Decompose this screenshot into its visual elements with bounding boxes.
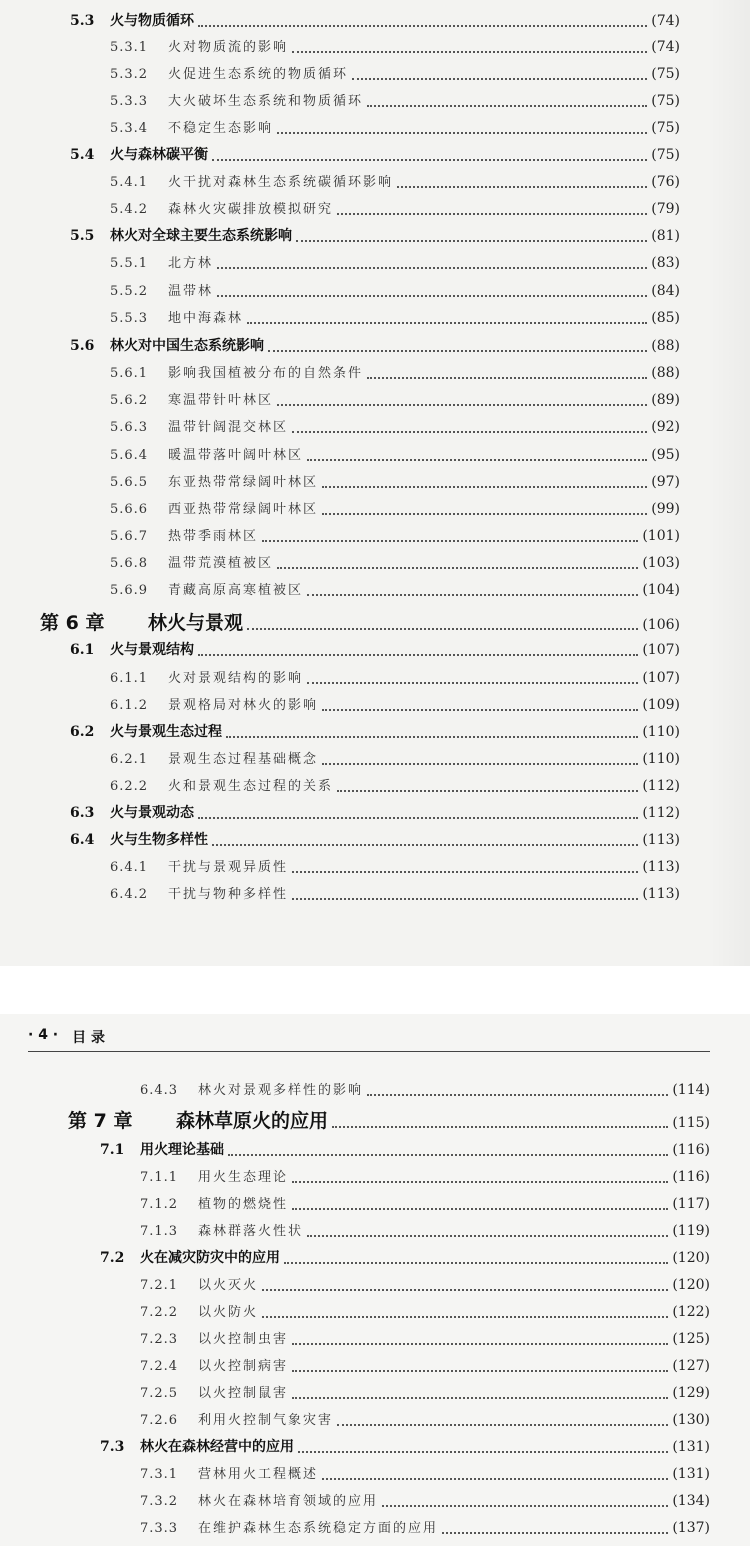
running-head-page-number: · 4 · — [28, 1027, 59, 1043]
toc-entry-sub — [140, 1386, 710, 1400]
dot-leader — [292, 898, 638, 900]
dot-leader — [247, 322, 647, 324]
entry-title: 干扰与物种多样性 — [168, 887, 289, 902]
entry-number: 7.1.3 — [140, 1224, 179, 1239]
entry-title: 火与景观动态 — [110, 805, 194, 821]
entry-title: 利用火控制气象灾害 — [198, 1413, 334, 1428]
entry-number: 5.6.3 — [110, 420, 149, 435]
dot-leader — [292, 1208, 668, 1210]
dot-leader — [332, 1126, 668, 1128]
entry-page: (110) — [642, 751, 680, 767]
toc-entry-sub — [140, 1170, 710, 1184]
dot-leader — [292, 1397, 668, 1399]
entry-page: (97) — [651, 474, 680, 490]
entry-title: 寒温带针叶林区 — [168, 393, 274, 408]
dot-leader — [217, 295, 647, 297]
dot-leader — [352, 78, 647, 80]
entry-number: 5.4.2 — [110, 202, 149, 217]
dot-leader — [337, 790, 638, 792]
toc-entry-sub — [140, 1521, 710, 1535]
entry-page: (117) — [672, 1196, 710, 1212]
dot-leader — [284, 1262, 668, 1264]
entry-number: 7.1.1 — [140, 1170, 179, 1185]
entry-title: 青藏高原高寒植被区 — [168, 583, 304, 598]
entry-number: 5.6.4 — [110, 448, 149, 463]
entry-title: 林火对全球主要生态系统影响 — [110, 228, 292, 244]
page-gap — [0, 966, 750, 1014]
entry-title: 用火理论基础 — [140, 1142, 224, 1158]
dot-leader — [337, 213, 647, 215]
entry-page: (99) — [651, 501, 680, 517]
entry-title: 地中海森林 — [168, 311, 244, 326]
entry-title: 火与物质循环 — [110, 13, 194, 29]
entry-number: 7.2.4 — [140, 1359, 179, 1374]
toc-entry-sec — [70, 148, 680, 162]
toc-entry-sec — [100, 1251, 710, 1265]
toc-entry-chap — [40, 614, 680, 633]
entry-page: (113) — [642, 832, 680, 848]
entry-page: (75) — [651, 66, 680, 82]
dot-leader — [277, 132, 647, 134]
toc-entry-sub — [110, 556, 680, 570]
toc-entry-sec — [70, 643, 680, 657]
entry-title: 温带林 — [168, 284, 214, 299]
toc-entry-sub — [140, 1305, 710, 1319]
entry-page: (103) — [642, 555, 680, 571]
toc-entry-sub — [110, 475, 680, 489]
entry-title: 以火灭火 — [198, 1278, 259, 1293]
entry-title: 火干扰对森林生态系统碳循环影响 — [168, 175, 394, 190]
entry-page: (88) — [651, 365, 680, 381]
dot-leader — [367, 105, 647, 107]
entry-title: 影响我国植被分布的自然条件 — [168, 366, 364, 381]
entry-title: 火和景观生态过程的关系 — [168, 779, 334, 794]
toc-entry-sub — [140, 1278, 710, 1292]
entry-number: 5.3 — [70, 13, 95, 29]
entry-number: 7.3.2 — [140, 1494, 179, 1509]
entry-number: 6.1.1 — [110, 671, 149, 686]
entry-page: (92) — [651, 419, 680, 435]
entry-page: (125) — [672, 1331, 710, 1347]
entry-title: 火在减灾防灾中的应用 — [140, 1250, 280, 1266]
entry-title: 在维护森林生态系统稳定方面的应用 — [198, 1521, 439, 1536]
dot-leader — [226, 736, 638, 738]
entry-title: 火与景观结构 — [110, 642, 194, 658]
dot-leader — [322, 763, 638, 765]
toc-entry-sub — [110, 752, 680, 766]
toc-entry-sub — [110, 502, 680, 516]
entry-page: (116) — [672, 1142, 710, 1158]
entry-page: (122) — [672, 1304, 710, 1320]
entry-page: (75) — [651, 93, 680, 109]
dot-leader — [292, 431, 647, 433]
toc-entry-sub — [110, 529, 680, 543]
entry-page: (85) — [651, 310, 680, 326]
dot-leader — [322, 709, 638, 711]
entry-title: 以火控制鼠害 — [198, 1386, 289, 1401]
entry-title: 火与生物多样性 — [110, 832, 208, 848]
entry-title: 北方林 — [168, 256, 214, 271]
dot-leader — [292, 871, 638, 873]
entry-number: 6.4 — [70, 832, 95, 848]
dot-leader — [292, 51, 647, 53]
entry-title: 热带季雨林区 — [168, 529, 259, 544]
toc-entry-sub — [140, 1083, 710, 1097]
dot-leader — [367, 377, 647, 379]
entry-page: (113) — [642, 886, 680, 902]
entry-title: 用火生态理论 — [198, 1170, 289, 1185]
entry-number: 6.4.1 — [110, 860, 149, 875]
entry-page: (113) — [642, 859, 680, 875]
toc-entry-sub — [140, 1197, 710, 1211]
entry-number: 7.3 — [100, 1439, 125, 1455]
entry-title: 温带荒漠植被区 — [168, 556, 274, 571]
toc-entry-sub — [140, 1413, 710, 1427]
entry-page: (119) — [672, 1223, 710, 1239]
entry-page: (127) — [672, 1358, 710, 1374]
entry-page: (83) — [651, 255, 680, 271]
dot-leader — [262, 1316, 668, 1318]
toc-entry-sec — [70, 229, 680, 243]
entry-number: 6.3 — [70, 805, 95, 821]
entry-number: 5.6.6 — [110, 502, 149, 517]
entry-page: (89) — [651, 392, 680, 408]
dot-leader — [198, 25, 647, 27]
entry-number: 5.6.1 — [110, 366, 149, 381]
dot-leader — [292, 1343, 668, 1345]
entry-page: (131) — [672, 1439, 710, 1455]
entry-title: 林火在森林培育领域的应用 — [198, 1494, 379, 1509]
running-head-title: 目 录 — [72, 1030, 106, 1046]
entry-title: 森林草原火的应用 — [176, 1110, 329, 1132]
entry-page: (95) — [651, 447, 680, 463]
entry-number: 7.2.5 — [140, 1386, 179, 1401]
entry-number: 5.5 — [70, 228, 95, 244]
entry-title: 不稳定生态影响 — [168, 121, 274, 136]
toc-entry-sec — [70, 339, 680, 353]
entry-number: 7.2.1 — [140, 1278, 179, 1293]
page-edge-shadow — [710, 0, 750, 966]
entry-title: 林火对景观多样性的影响 — [198, 1083, 364, 1098]
dot-leader — [296, 240, 647, 242]
entry-number: 6.4.2 — [110, 887, 149, 902]
toc-entry-sec — [70, 725, 680, 739]
toc-entry-sub — [110, 256, 680, 270]
entry-page: (75) — [651, 147, 680, 163]
entry-number: 7.3.3 — [140, 1521, 179, 1536]
dot-leader — [247, 628, 638, 630]
entry-page: (106) — [642, 617, 680, 633]
entry-number: 5.3.3 — [110, 94, 149, 109]
entry-page: (107) — [642, 642, 680, 658]
entry-number: 5.4.1 — [110, 175, 149, 190]
dot-leader — [217, 267, 647, 269]
toc-entry-sec — [70, 833, 680, 847]
entry-number: 5.6.7 — [110, 529, 149, 544]
dot-leader — [307, 1235, 668, 1237]
entry-title: 以火防火 — [198, 1305, 259, 1320]
toc-entry-sub — [110, 448, 680, 462]
toc-entry-chap — [68, 1112, 710, 1131]
entry-title: 植物的燃烧性 — [198, 1197, 289, 1212]
entry-page: (112) — [642, 805, 680, 821]
entry-title: 温带针阔混交林区 — [168, 420, 289, 435]
entry-page: (129) — [672, 1385, 710, 1401]
dot-leader — [397, 186, 647, 188]
entry-page: (74) — [651, 39, 680, 55]
entry-number: 7.2 — [100, 1250, 125, 1266]
entry-page: (88) — [651, 338, 680, 354]
entry-title: 林火在森林经营中的应用 — [140, 1439, 294, 1455]
entry-number: 5.5.3 — [110, 311, 149, 326]
entry-page: (84) — [651, 283, 680, 299]
toc-entry-sub — [110, 887, 680, 901]
entry-title: 景观生态过程基础概念 — [168, 752, 319, 767]
entry-number: 7.1 — [100, 1142, 125, 1158]
entry-title: 以火控制虫害 — [198, 1332, 289, 1347]
entry-number: 6.2 — [70, 724, 95, 740]
toc-entry-sec — [100, 1440, 710, 1454]
dot-leader — [367, 1094, 668, 1096]
entry-number: 6.2.1 — [110, 752, 149, 767]
entry-number: 6.2.2 — [110, 779, 149, 794]
entry-page: (116) — [672, 1169, 710, 1185]
dot-leader — [337, 1424, 668, 1426]
entry-page: (131) — [672, 1466, 710, 1482]
dot-leader — [322, 486, 647, 488]
entry-title: 林火对中国生态系统影响 — [110, 338, 264, 354]
entry-page: (76) — [651, 174, 680, 190]
toc-entry-sec — [100, 1143, 710, 1157]
toc-entry-sub — [110, 40, 680, 54]
entry-title: 暖温带落叶阔叶林区 — [168, 448, 304, 463]
entry-number: 5.6.2 — [110, 393, 149, 408]
entry-number: 7.2.3 — [140, 1332, 179, 1347]
toc-entry-sub — [110, 860, 680, 874]
entry-page: (112) — [642, 778, 680, 794]
dot-leader — [198, 817, 638, 819]
entry-page: (130) — [672, 1412, 710, 1428]
toc-entry-sub — [110, 779, 680, 793]
entry-number: 5.5.1 — [110, 256, 149, 271]
entry-title: 大火破坏生态系统和物质循环 — [168, 94, 364, 109]
entry-number: 5.5.2 — [110, 284, 149, 299]
entry-number: 5.6.8 — [110, 556, 149, 571]
toc-entry-sub — [110, 311, 680, 325]
dot-leader — [212, 844, 638, 846]
entry-title: 森林群落火性状 — [198, 1224, 304, 1239]
entry-title: 干扰与景观异质性 — [168, 860, 289, 875]
toc-entry-sub — [110, 583, 680, 597]
entry-number: 5.4 — [70, 147, 95, 163]
entry-title: 森林火灾碳排放模拟研究 — [168, 202, 334, 217]
dot-leader — [212, 159, 647, 161]
toc-entry-sub — [110, 366, 680, 380]
entry-title: 火与森林碳平衡 — [110, 147, 208, 163]
entry-title: 以火控制病害 — [198, 1359, 289, 1374]
entry-title: 西亚热带常绿阔叶林区 — [168, 502, 319, 517]
entry-title: 火对物质流的影响 — [168, 40, 289, 55]
dot-leader — [322, 513, 647, 515]
entry-title: 火对景观结构的影响 — [168, 671, 304, 686]
toc-entry-sub — [140, 1467, 710, 1481]
entry-number: 5.3.4 — [110, 121, 149, 136]
entry-number: 6.4.3 — [140, 1083, 179, 1098]
entry-page: (104) — [642, 582, 680, 598]
toc-entry-sub — [140, 1224, 710, 1238]
entry-number: 7.2.2 — [140, 1305, 179, 1320]
entry-title: 火促进生态系统的物质循环 — [168, 67, 349, 82]
dot-leader — [307, 594, 638, 596]
toc-entry-sub — [110, 671, 680, 685]
toc-entry-sub — [140, 1494, 710, 1508]
entry-number: 6.1.2 — [110, 698, 149, 713]
entry-title: 营林用火工程概述 — [198, 1467, 319, 1482]
entry-title: 林火与景观 — [148, 612, 244, 634]
toc-entry-sub — [110, 393, 680, 407]
entry-page: (74) — [651, 13, 680, 29]
entry-number: 7.1.2 — [140, 1197, 179, 1212]
toc-entry-sec — [70, 806, 680, 820]
entry-number: 6.1 — [70, 642, 95, 658]
entry-page: (101) — [642, 528, 680, 544]
dot-leader — [307, 459, 647, 461]
dot-leader — [442, 1532, 668, 1534]
toc-entry-sub — [110, 94, 680, 108]
entry-page: (134) — [672, 1493, 710, 1509]
entry-page: (114) — [672, 1082, 710, 1098]
dot-leader — [277, 567, 638, 569]
entry-page: (120) — [672, 1277, 710, 1293]
toc-entry-sub — [110, 121, 680, 135]
toc-entry-sub — [110, 67, 680, 81]
entry-number: 5.6.9 — [110, 583, 149, 598]
toc-entry-sub — [110, 284, 680, 298]
dot-leader — [307, 682, 638, 684]
entry-number: 5.3.1 — [110, 40, 149, 55]
dot-leader — [292, 1181, 668, 1183]
entry-number: 第 7 章 — [68, 1110, 133, 1132]
entry-page: (137) — [672, 1520, 710, 1536]
dot-leader — [262, 1289, 668, 1291]
entry-number: 5.6 — [70, 338, 95, 354]
dot-leader — [298, 1451, 668, 1453]
entry-page: (120) — [672, 1250, 710, 1266]
dot-leader — [382, 1505, 668, 1507]
dot-leader — [322, 1478, 668, 1480]
entry-number: 5.6.5 — [110, 475, 149, 490]
toc-entry-sub — [140, 1332, 710, 1346]
entry-page: (109) — [642, 697, 680, 713]
entry-title: 东亚热带常绿阔叶林区 — [168, 475, 319, 490]
toc-entry-sub — [140, 1359, 710, 1373]
entry-number: 7.2.6 — [140, 1413, 179, 1428]
entry-title: 火与景观生态过程 — [110, 724, 222, 740]
entry-page: (115) — [672, 1115, 710, 1131]
entry-number: 第 6 章 — [40, 612, 105, 634]
dot-leader — [262, 540, 638, 542]
entry-page: (110) — [642, 724, 680, 740]
entry-title: 景观格局对林火的影响 — [168, 698, 319, 713]
toc-entry-sub — [110, 698, 680, 712]
dot-leader — [292, 1370, 668, 1372]
toc-entry-sub — [110, 175, 680, 189]
toc-entry-sec — [70, 14, 680, 28]
entry-page: (79) — [651, 201, 680, 217]
dot-leader — [268, 350, 647, 352]
running-head — [28, 1027, 710, 1052]
entry-number: 7.3.1 — [140, 1467, 179, 1482]
toc-entry-sub — [110, 202, 680, 216]
entry-page: (81) — [651, 228, 680, 244]
entry-page: (107) — [642, 670, 680, 686]
dot-leader — [277, 404, 647, 406]
entry-page: (75) — [651, 120, 680, 136]
toc-entry-sub — [110, 420, 680, 434]
entry-number: 5.3.2 — [110, 67, 149, 82]
dot-leader — [228, 1154, 668, 1156]
dot-leader — [198, 654, 638, 656]
